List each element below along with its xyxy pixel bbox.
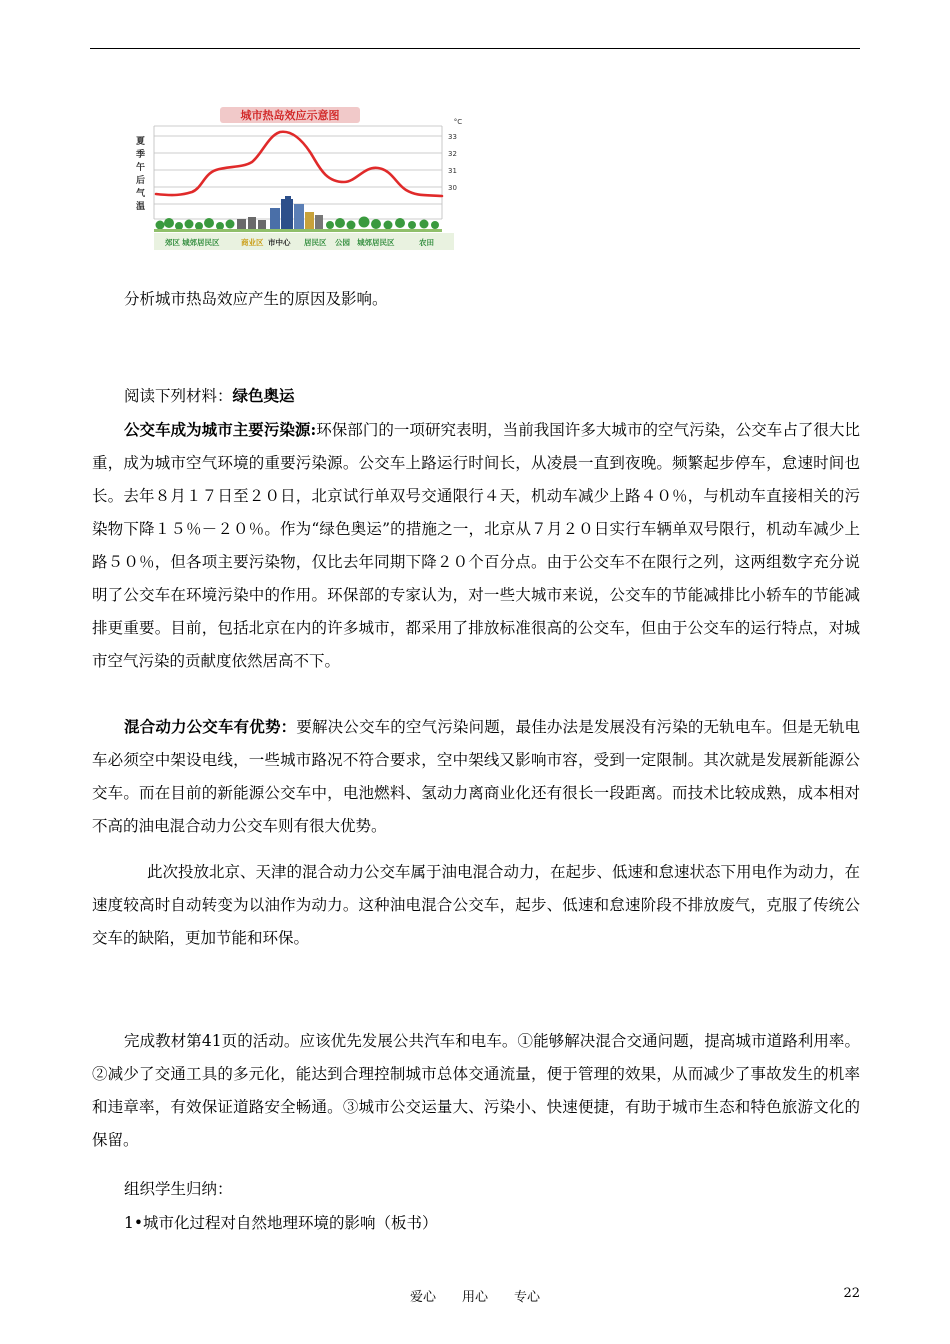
zone-label: 公园 (335, 238, 350, 247)
question-text: 分析城市热岛效应产生的原因及影响。 (124, 290, 388, 308)
zone-label: 居民区 (304, 238, 327, 247)
svg-text:夏: 夏 (136, 137, 146, 147)
svg-text:温: 温 (136, 202, 146, 212)
unit-label: °C (453, 118, 463, 126)
zone-label: 农田 (419, 238, 434, 247)
svg-text:气: 气 (136, 189, 146, 199)
figure-title: 城市热岛效应示意图 (240, 109, 340, 122)
svg-text:季: 季 (136, 150, 146, 160)
tick-label: 31 (448, 167, 457, 175)
paragraph-body: 环保部门的一项研究表明，当前我国许多大城市的空气污染，公交车占了很大比重，成为城市空气环境的重要污染源。公交车上路运行时间长，从凌晨一直到夜晚。频繁起步停车，怠速时间也长。去年８月１７日至２０日，北京试行单双号交通限行４天，机动车减少上路４０％，与机动车直接相关的污染物下降１５％－２０％。作为“绿色奥运”的措施之一，北京从７月２０日实行车辆单双号限行，机动车减少上路５０％，但各项主要污染物，仅比去年同期下降２０个百分点。由于公交车不在限行之列，这两组数字充分说明了公交车在环境污染中的作用。环保部的专家认为，对一些大城市来说，公交车的节能减排比小轿车的节能减排更重要。目前，包括北京在内的许多城市，都采用了排放标准很高的公交车，但由于公交车的运行特点，对城市空气污染的贡献度依然居高不下。 (92, 421, 860, 670)
tick-label: 32 (448, 150, 457, 158)
tick-label: 33 (448, 133, 457, 141)
reading-heading (92, 379, 860, 413)
paragraph-lead: 混合动力公交车有优势： (124, 717, 297, 736)
paragraph-hybrid-bus (92, 710, 860, 843)
paragraph-board-note: 1•城市化过程对自然地理环境的影响（板书） (124, 1214, 438, 1232)
zone-label: 市中心 (268, 238, 291, 247)
heat-island-figure (124, 100, 468, 252)
header-rule (90, 48, 860, 49)
tick-label: 30 (448, 184, 457, 192)
footer-slogan: 爱心 用心 专心 (409, 1290, 540, 1305)
paragraph-body: 要解决公交车的空气污染问题，最佳办法是发展没有污染的无轨电车。但是无轨电车必须空中架设电线，一些城市路况不符合要求，空中架线又影响市容，受到一定限制。其次就是发展新能源公交车。而在目前的新能源公交车中，电池燃料、氢动力离商业化还有很长一段距离。而技术比较成熟，成本相对不高的油电混合动力公交车则有很大优势。 (92, 718, 860, 835)
svg-text:后: 后 (136, 176, 146, 186)
paragraph-bus-pollution (92, 413, 860, 678)
zone-label: 商业区 (241, 238, 264, 247)
paragraph-lead: 公交车成为城市主要污染源: (124, 420, 317, 439)
zone-label: 城郊居民区 (357, 238, 395, 247)
paragraph-activity: 完成教材第41页的活动。应该优先发展公共汽车和电车。①能够解决混合交通问题，提高城市道路利用率。②减少了交通工具的多元化，能达到合理控制城市总体交通流量，便于管理的效果，从而减少了事故发生的机率和违章率，有效保证道路安全畅通。③城市公交运量大、污染小、快速便捷，有助于城市生态和特色旅游文化的保留。 (92, 1032, 860, 1149)
svg-text:午: 午 (136, 163, 146, 173)
paragraph-beijing-tianjin: 此次投放北京、天津的混合动力公交车属于油电混合动力，在起步、低速和怠速状态下用电作为动力，在速度较高时自动转变为以油作为动力。这种油电混合公交车，起步、低速和怠速阶段不排放废气，克服了传统公交车的缺陷，更加节能和环保。 (92, 863, 861, 947)
reading-title: 绿色奥运 (232, 386, 295, 405)
zone-label: 郊区 (165, 238, 180, 247)
reading-prefix: 阅读下列材料： (124, 387, 233, 405)
paragraph-summary-intro: 组织学生归纳： (124, 1180, 233, 1198)
zone-label: 城郊居民区 (182, 238, 220, 247)
page-number: 22 (843, 1286, 860, 1301)
